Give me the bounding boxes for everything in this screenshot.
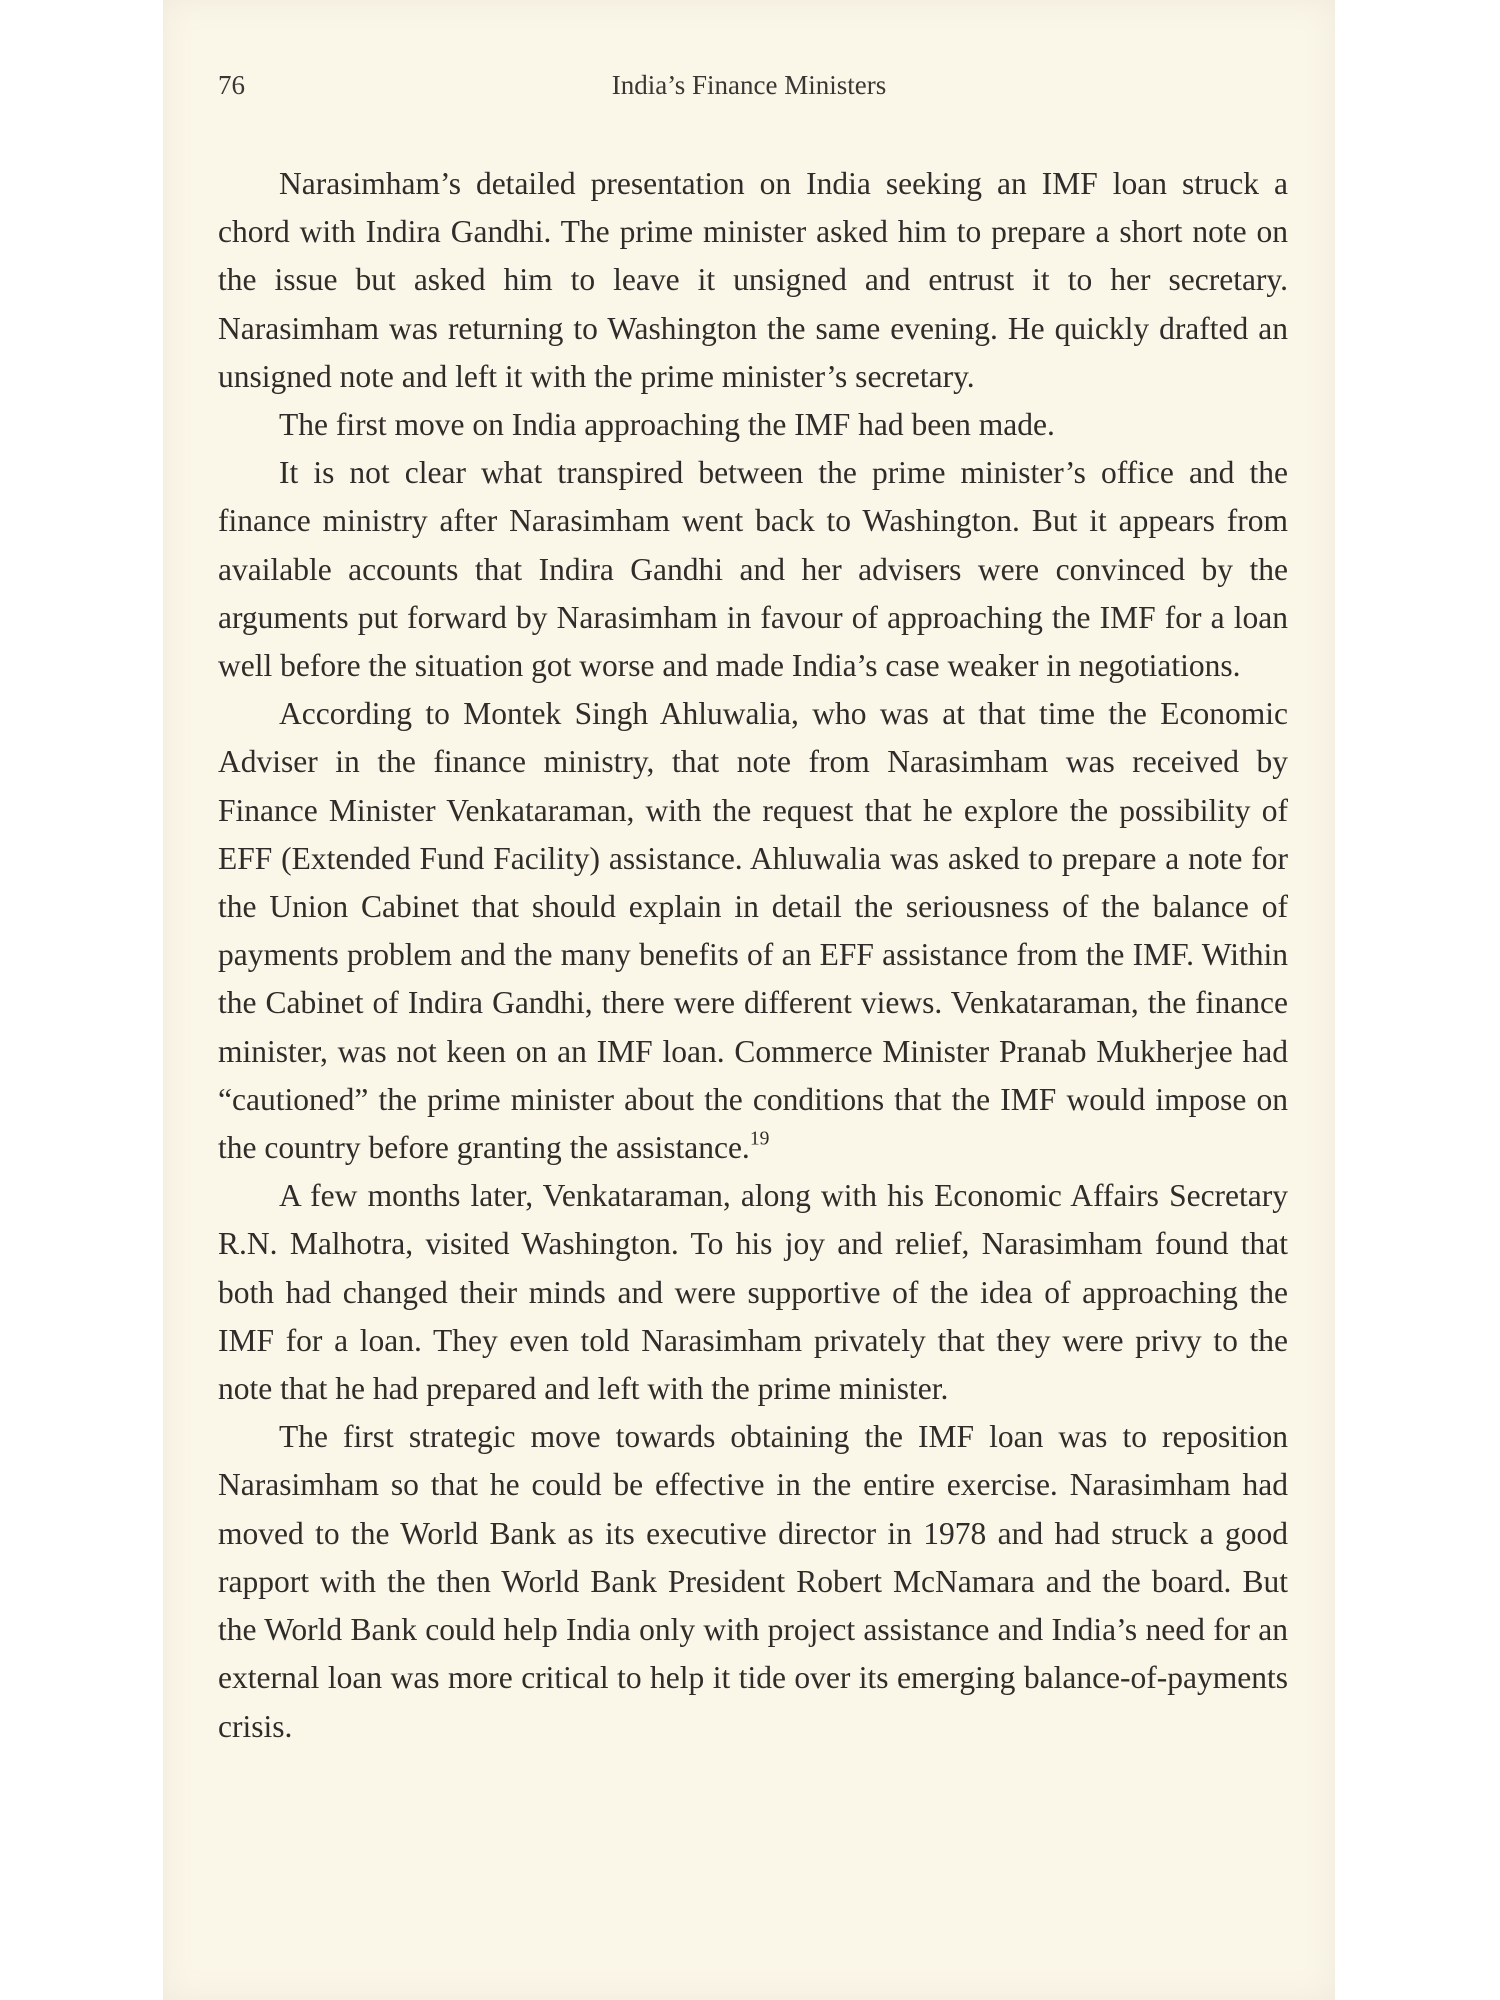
paragraph-1: Narasimham’s detailed presentation on India seeking an IMF loan struck a chord with Indira Gandhi. The prime minister asked him to prepare a short note on the issue but asked him to leave it unsigned and entrust it to her secretary. Narasimham was returning to Washington the same evening. He quickly drafted an unsigned note and left it with the prime minister’s secretary. (218, 166, 1288, 394)
paragraph-4 (218, 690, 1288, 1172)
paragraph-5: A few months later, Venkataraman, along with his Economic Affairs Secretary R.N. Malhotra, visited Washington. To his joy and relief, Narasimham found that both had changed their minds and were supportive of the idea of approaching the IMF for a loan. They even told Narasimham privately that they were privy to the note that he had prepared and left with the prime minister. (218, 1178, 1288, 1407)
body-text (218, 160, 1288, 1751)
running-title: India’s Finance Ministers (611, 70, 887, 100)
paragraph-2: The first move on India approaching the IMF had been made. (279, 407, 1055, 443)
book-page (163, 0, 1335, 2000)
page-number: 76 (218, 70, 245, 100)
paragraph-4-text: According to Montek Singh Ahluwalia, who was at that time the Economic Adviser in the finance ministry, that note from Narasimham was received by Finance Minister Venkataraman, with the request that he explore the possibility of EFF (Extended Fund Facility) assistance. Ahluwalia was asked to prepare a note for the Union Cabinet that should explain in detail the seriousness of the balance of payments problem and the many benefits of an EFF assistance from the IMF. Within the Cabinet of Indira Gandhi, there were different views. Venkataraman, the finance minister, was not keen on an IMF loan. Commerce Minister Pranab Mukherjee had “cautioned” the prime minister about the conditions that the IMF would impose on the country before granting the assistance. (218, 696, 1288, 1166)
page-header (163, 62, 1335, 112)
paragraph-6: The first strategic move towards obtaining the IMF loan was to reposition Narasimham so that he could be effective in the entire exercise. Narasimham had moved to the World Bank as its executive director in 1978 and had struck a good rapport with the then World Bank President Robert McNamara and the board. But the World Bank could help India only with project assistance and India’s need for an external loan was more critical to help it tide over its emerging balance-of-payments crisis. (218, 1419, 1288, 1744)
paragraph-3: It is not clear what transpired between the prime minister’s office and the finance ministry after Narasimham went back to Washington. But it appears from available accounts that Indira Gandhi and her advisers were convinced by the arguments put forward by Narasimham in favour of approaching the IMF for a loan well before the situation got worse and made India’s case weaker in negotiations. (218, 455, 1288, 684)
footnote-marker: 19 (749, 1128, 770, 1150)
